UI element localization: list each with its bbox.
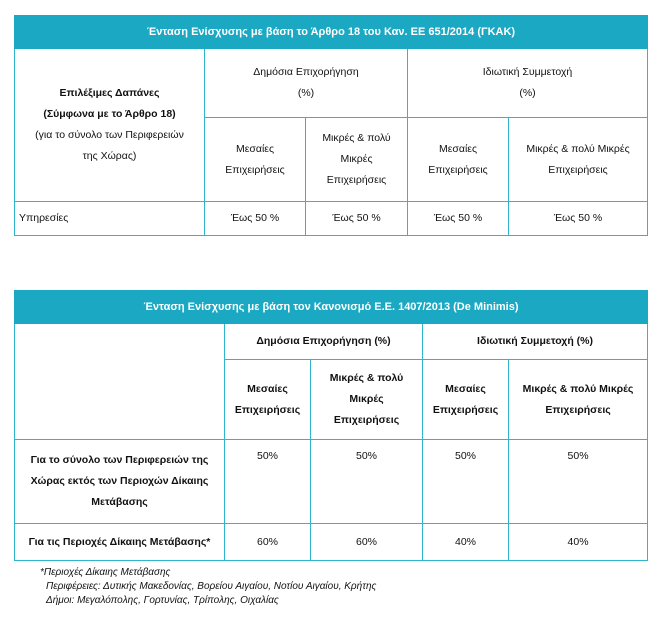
footnote-municipalities: Δήμοι: Μεγαλόπολης, Γορτυνίας, Τρίπολης, Οιχαλίας (46, 595, 279, 606)
header-line: Μεσαίες (235, 142, 275, 155)
header-line: Μικρές (340, 153, 373, 165)
row-label: Για τις Περιοχές Δίκαιης Μετάβασης* (15, 524, 225, 561)
header-line: Ιδιωτική Συμμετοχή (482, 66, 573, 78)
header-line: Επιχειρήσεις (326, 174, 387, 186)
label-line: Χώρας εκτός των Περιοχών Δίκαιης (30, 475, 209, 487)
empty-header-cell (15, 324, 225, 440)
table-title: Ένταση Ενίσχυσης με βάση τον Κανονισμό Ε.Ε. 1407/2013 (De Minimis) (15, 291, 648, 324)
col-medium-enterprises (423, 360, 509, 440)
header-line: Επιχειρήσεις (548, 163, 608, 176)
footnote-title: *Περιοχές Δίκαιης Μετάβασης (40, 567, 171, 578)
header-line: Μεσαίες (247, 382, 288, 395)
table-cell: 50% (509, 440, 648, 524)
private-contribution-header (408, 49, 648, 118)
row-label: Υπηρεσίες (15, 202, 205, 236)
header-line: Μικρές & πολύ Μικρές (526, 142, 630, 155)
header-line: Επιχειρήσεις (432, 403, 499, 416)
header-line: (Σύμφωνα με το Άρθρο 18) (43, 108, 176, 120)
label-line: Για το σύνολο των Περιφερειών της (30, 454, 209, 466)
table-cell: Έως 50 % (509, 202, 648, 236)
footnote (40, 566, 376, 608)
header-line: Επιχειρήσεις (545, 403, 611, 416)
state-aid-intensity-table-de-minimis (14, 290, 648, 561)
table-cell: 40% (509, 524, 648, 561)
header-line: (%) (297, 87, 315, 99)
eligible-expenses-header (15, 49, 205, 202)
table-cell: 60% (225, 524, 311, 561)
header-line: της Χώρας) (82, 150, 137, 162)
header-line: Μικρές & πολύ (329, 372, 404, 384)
table-row (15, 202, 648, 236)
header-line: (%) (519, 87, 536, 99)
col-medium-enterprises (205, 118, 306, 202)
header-line: Δημόσια Επιχορήγηση (253, 66, 359, 78)
table-cell: Έως 50 % (306, 202, 408, 236)
col-small-enterprises (311, 360, 423, 440)
header-line: Επιχειρήσεις (234, 403, 301, 416)
table-cell: 60% (311, 524, 423, 561)
table-cell: Έως 50 % (408, 202, 509, 236)
table-cell: 40% (423, 524, 509, 561)
header-line: (για το σύνολο των Περιφερειών (35, 129, 184, 141)
header-line: Επιχειρήσεις (333, 414, 400, 426)
table-cell: 50% (225, 440, 311, 524)
table-cell: 50% (423, 440, 509, 524)
table-row (15, 524, 648, 561)
table-cell: 50% (311, 440, 423, 524)
header-line: Επιχειρήσεις (428, 163, 488, 176)
col-medium-enterprises (408, 118, 509, 202)
col-small-enterprises (509, 118, 648, 202)
table-row (15, 440, 648, 524)
table-title: Ένταση Ενίσχυσης με βάση το Άρθρο 18 του Καν. ΕΕ 651/2014 (ΓΚΑΚ) (15, 16, 648, 49)
row-label (15, 440, 225, 524)
header-line: Επιχειρήσεις (225, 163, 285, 176)
public-grant-header: Δημόσια Επιχορήγηση (%) (225, 324, 423, 360)
header-line: Μεσαίες (445, 382, 486, 395)
header-line: Μικρές & πολύ (322, 132, 391, 144)
col-small-enterprises (509, 360, 648, 440)
header-line: Μεσαίες (438, 142, 478, 155)
col-small-enterprises (306, 118, 408, 202)
state-aid-intensity-table-651 (14, 15, 648, 236)
public-grant-header (205, 49, 408, 118)
footnote-regions: Περιφέρειες: Δυτικής Μακεδονίας, Βορείου Αιγαίου, Νοτίου Αιγαίου, Κρήτης (46, 581, 377, 592)
table-cell: Έως 50 % (205, 202, 306, 236)
col-medium-enterprises (225, 360, 311, 440)
header-line: Μικρές (349, 393, 384, 405)
header-line: Επιλέξιμες Δαπάνες (59, 87, 160, 99)
header-line: Μικρές & πολύ Μικρές (522, 382, 634, 395)
private-contribution-header: Ιδιωτική Συμμετοχή (%) (423, 324, 648, 360)
label-line: Μετάβασης (91, 496, 148, 508)
